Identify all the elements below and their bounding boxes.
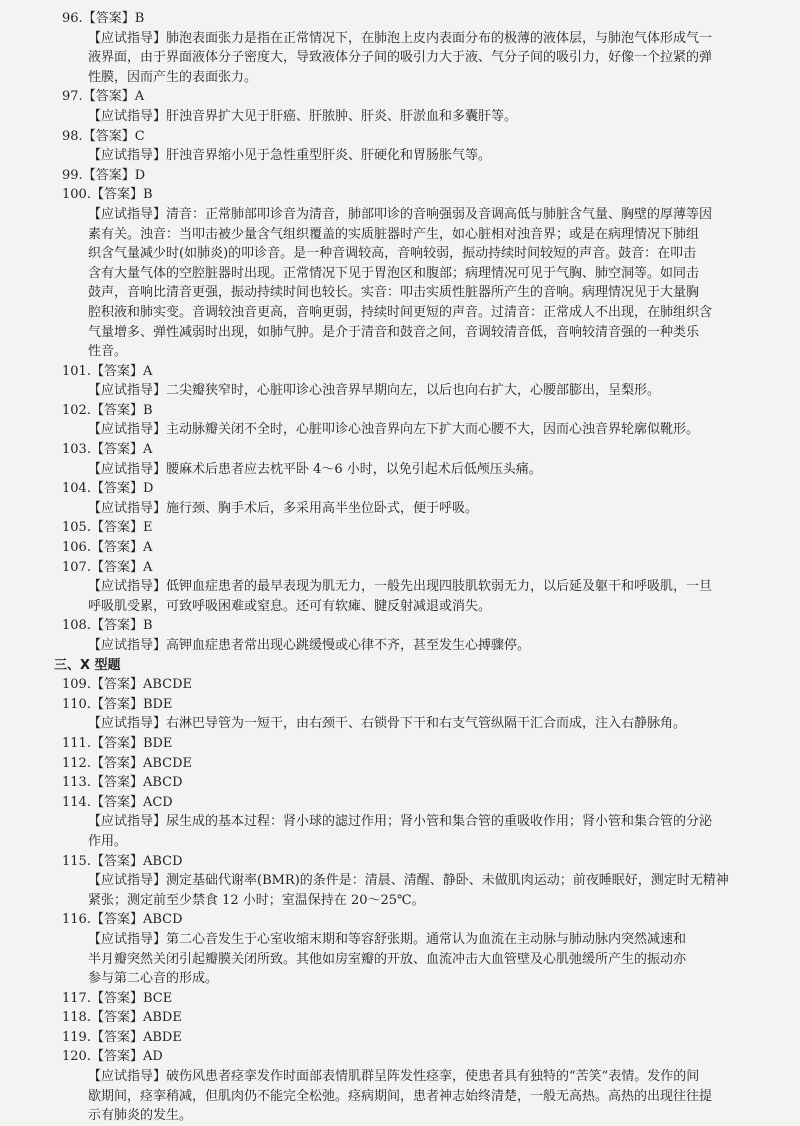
question-item — [62, 773, 770, 793]
guide-line: 液界面，由于界面液体分子密度大，导致液体分子间的吸引力大于液、气分子间的吸引力，好像一个拉紧的弹 — [88, 50, 713, 66]
answer-text: 【答案】ABDE — [90, 1010, 182, 1026]
answer-text: 【答案】C — [82, 128, 145, 144]
answer-line — [62, 773, 770, 793]
question-item — [62, 558, 770, 617]
question-item — [62, 734, 770, 754]
guide-line: 参与第二心音的形成。 — [88, 971, 219, 987]
question-item — [62, 793, 770, 852]
question-item — [62, 1047, 770, 1125]
answer-text: 【答案】D — [82, 167, 146, 183]
answer-text: 【答案】ABCD — [90, 912, 183, 928]
answer-text: 【答案】E — [90, 520, 153, 536]
question-item — [62, 1028, 770, 1048]
answer-line — [62, 479, 770, 499]
guide-line: 素有关。浊音：当叩击被少量含气组织覆盖的实质脏器时产生，如心脏相对浊音界；或是在病理情况下肺组 — [88, 226, 700, 242]
guide-line: 作用。 — [88, 833, 128, 849]
guide-line: 【应试指导】二尖瓣狭窄时，心脏叩诊心浊音界早期向左，以后也向右扩大，心腰部膨出，呈梨形。 — [88, 383, 661, 399]
guide-line: 织含气量减少时(如肺炎)的叩诊音。是一种音调较高，音响较弱，振动持续时间较短的声音。鼓音：在叩击 — [88, 246, 697, 262]
answer-line — [62, 793, 770, 813]
section-title: 三、X 型题 — [54, 657, 121, 673]
guide-line: 含有大量气体的空腔脏器时出现。正常情况下见于胃泡区和腹部；病理情况可见于气胸、肺空洞等。如同击 — [88, 265, 700, 281]
guide-line: 【应试指导】第二心音发生于心室收缩末期和等容舒张期。通常认为血流在主动脉与肺动脉内突然减速和 — [88, 931, 687, 947]
question-number: 108. — [62, 618, 91, 634]
guide-line: 呼吸肌受累，可致呼吸困难或窒息。还可有软瘫、腱反射减退或消失。 — [88, 598, 492, 614]
guide-line: 【应试指导】测定基础代谢率(BMR)的条件是：清晨、清醒、静卧、未做肌肉运动；前夜睡眠好，测定时无精神 — [88, 873, 729, 889]
answer-line — [62, 185, 770, 205]
question-item — [62, 852, 770, 911]
answer-text: 【答案】ABCD — [90, 853, 183, 869]
question-number: 106. — [62, 540, 91, 556]
answer-text: 【答案】BDE — [90, 696, 173, 712]
question-number: 116. — [62, 912, 91, 928]
guide-line: 【应试指导】清音：正常肺部叩诊音为清音，肺部叩诊的音响强弱及音调高低与肺脏含气量、胸壁的厚薄等因 — [88, 206, 713, 222]
guide-line: 【应试指导】破伤风患者痉挛发作时面部表情肌群呈阵发性痉挛，使患者具有独特的“苦笑”表情。发作的间 — [88, 1069, 700, 1085]
guide-line: 【应试指导】右淋巴导管为一短干，由右颈干、右锁骨下干和右支气管纵隔干汇合而成，注入右静脉角。 — [88, 716, 687, 732]
question-item — [62, 695, 770, 734]
question-number: 96. — [62, 11, 83, 26]
question-number: 100. — [62, 187, 91, 203]
answer-text: 【答案】AD — [90, 1049, 163, 1065]
answer-text: 【答案】BCE — [90, 990, 173, 1006]
question-number: 117. — [62, 990, 91, 1006]
answer-text: 【答案】ACD — [90, 794, 173, 810]
question-number: 120. — [62, 1049, 91, 1065]
question-number: 104. — [62, 481, 91, 497]
question-item — [62, 538, 770, 558]
question-item — [62, 127, 770, 166]
answer-line — [62, 989, 770, 1009]
answer-line — [62, 910, 770, 930]
guide-line: 【应试指导】低钾血症患者的最早表现为肌无力，一般先出现四肢肌软弱无力，以后延及躯干和呼吸肌，一旦 — [88, 579, 713, 595]
answer-text: 【答案】ABDE — [90, 1029, 182, 1045]
question-item — [62, 9, 770, 87]
answer-line — [62, 87, 770, 107]
guide-line: 示有肺炎的发生。 — [88, 1108, 193, 1124]
question-item — [62, 87, 770, 126]
question-number: 110. — [62, 696, 91, 712]
answer-text: 【答案】A — [90, 363, 153, 379]
answer-text: 【答案】ABCDE — [90, 677, 192, 693]
question-item — [62, 616, 770, 655]
answer-line — [62, 754, 770, 774]
answer-line — [62, 1008, 770, 1028]
guide-line: 歇期间，痉挛稍减，但肌肉仍不能完全松弛。痉病期间，患者神志始终清楚，一般无高热。高热的出现往往提 — [88, 1088, 713, 1104]
question-number: 101. — [62, 363, 91, 379]
question-item — [62, 401, 770, 440]
guide-line: 【应试指导】高钾血症患者常出现心跳缓慢或心律不齐，甚至发生心搏骤停。 — [88, 638, 531, 653]
guide-line: 【应试指导】腰麻术后患者应去枕平卧 4～6 小时，以免引起术后低颅压头痛。 — [88, 461, 542, 477]
answer-text: 【答案】ABCD — [90, 775, 183, 791]
answer-text: 【答案】B — [90, 402, 153, 418]
question-item — [62, 754, 770, 774]
answer-text: 【答案】A — [90, 559, 153, 575]
answer-line — [62, 440, 770, 460]
question-number: 112. — [62, 755, 91, 771]
answer-line — [62, 518, 770, 538]
question-item — [62, 440, 770, 479]
answer-line — [62, 852, 770, 872]
answer-line — [62, 362, 770, 382]
answer-line — [62, 401, 770, 421]
answer-text: 【答案】A — [90, 540, 153, 556]
answer-text: 【答案】B — [82, 11, 145, 26]
question-item — [62, 1008, 770, 1028]
question-number: 97. — [62, 89, 83, 105]
answer-line — [62, 734, 770, 754]
question-number: 99. — [62, 167, 83, 183]
question-item — [62, 185, 770, 361]
answer-line — [62, 695, 770, 715]
guide-line: 【应试指导】肺泡表面张力是指在正常情况下，在肺泡上皮内表面分布的极薄的液体层，与肺泡气体形成气一 — [88, 30, 713, 46]
question-item — [62, 518, 770, 538]
question-number: 102. — [62, 402, 91, 418]
guide-line: 性音。 — [88, 344, 128, 360]
question-item — [62, 989, 770, 1009]
guide-line: 【应试指导】肝浊音界缩小见于急性重型肝炎、肝硬化和胃肠胀气等。 — [88, 148, 492, 164]
question-number: 113. — [62, 775, 91, 791]
answers-part-1 — [62, 9, 770, 656]
guide-line: 鼓声，音响比清音更强，振动持续时间也较长。实音：叩击实质性脏器所产生的音响。病理情况见于大量胸 — [88, 285, 700, 301]
answer-line — [62, 616, 770, 636]
question-number: 118. — [62, 1010, 91, 1026]
answer-text: 【答案】BDE — [90, 735, 173, 751]
question-number: 111. — [62, 735, 91, 751]
answer-text: 【答案】D — [90, 481, 154, 497]
question-number: 105. — [62, 520, 91, 536]
question-item — [62, 479, 770, 518]
guide-line: 【应试指导】主动脉瓣关闭不全时，心脏叩诊心浊音界向左下扩大而心腰不大，因而心浊音界轮廓似靴形。 — [88, 422, 700, 438]
question-item — [62, 166, 770, 186]
answer-line — [62, 1028, 770, 1048]
answers-part-2 — [62, 675, 770, 1126]
guide-line: 气量增多、弹性减弱时出现，如肺气肿。是介于清音和鼓音之间，音调较清音低，音响较清音强的一种类乐 — [88, 324, 700, 340]
answer-text: 【答案】A — [82, 89, 145, 105]
question-number: 107. — [62, 559, 91, 575]
answer-line — [62, 166, 770, 186]
answer-line — [62, 558, 770, 578]
answer-line — [62, 1047, 770, 1067]
question-item — [62, 910, 770, 988]
question-number: 109. — [62, 677, 91, 693]
answer-text: 【答案】B — [90, 618, 153, 634]
question-number: 98. — [62, 128, 83, 144]
answer-line — [62, 675, 770, 695]
answer-text: 【答案】B — [90, 187, 153, 203]
guide-line: 腔积液和肺实变。音调较浊音更高，音响更弱，持续时间更短的声音。过清音：正常成人不出现，在肺组织含 — [88, 304, 713, 320]
answer-line — [62, 538, 770, 558]
guide-line: 【应试指导】肝浊音界扩大见于肝癌、肝脓肿、肝炎、肝淤血和多囊肝等。 — [88, 108, 518, 124]
guide-line: 【应试指导】施行颈、胸手术后，多采用高半坐位卧式，便于呼吸。 — [88, 500, 479, 516]
question-number: 119. — [62, 1029, 91, 1045]
answer-text: 【答案】ABCDE — [90, 755, 192, 771]
question-number: 103. — [62, 442, 91, 458]
question-item — [62, 362, 770, 401]
guide-line: 半月瓣突然关闭引起瓣膜关闭所致。其他如房室瓣的开放、血流冲击大血管壁及心肌弛缓所产生的振动亦 — [88, 951, 687, 967]
guide-line: 【应试指导】尿生成的基本过程：肾小球的滤过作用；肾小管和集合管的重吸收作用；肾小管和集合管的分泌 — [88, 814, 713, 830]
guide-line: 性膜，因而产生的表面张力。 — [88, 69, 258, 85]
answer-line — [62, 9, 770, 29]
question-number: 115. — [62, 853, 91, 869]
answer-line — [62, 127, 770, 147]
question-item — [62, 675, 770, 695]
guide-line: 紧张；测定前至少禁食 12 小时；室温保持在 20～25℃。 — [88, 892, 425, 908]
question-number: 114. — [62, 794, 91, 810]
answer-text: 【答案】A — [90, 442, 153, 458]
